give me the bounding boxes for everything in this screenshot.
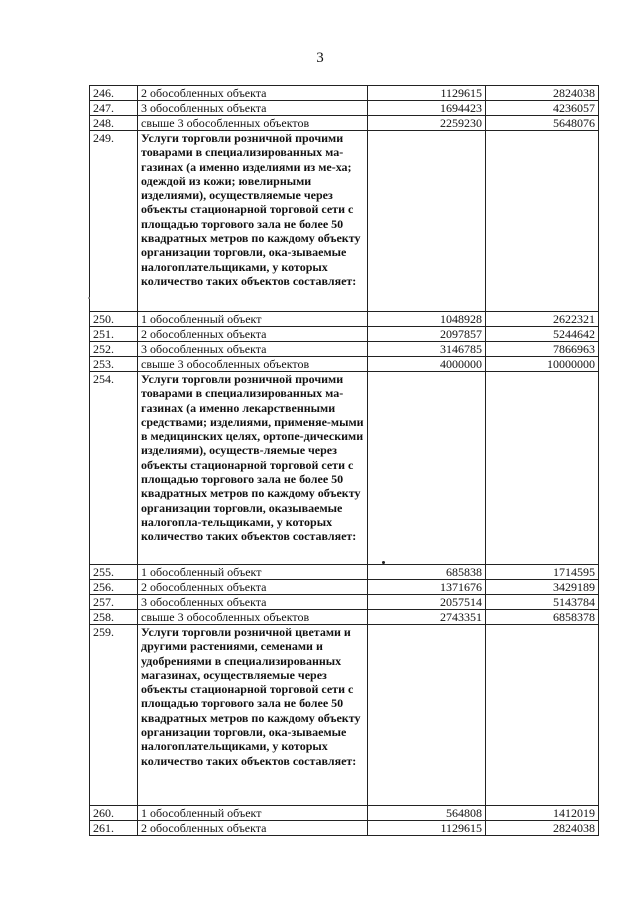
stray-dot-mark [382, 561, 385, 564]
row-value-2-cell: 1714595 [486, 565, 599, 580]
row-value-1-cell: 2097857 [368, 327, 486, 342]
row-description-cell: 2 обособленных объекта [138, 821, 368, 836]
row-number-cell: 253. [90, 357, 138, 372]
row-value-1-cell [368, 131, 486, 312]
table-row [90, 327, 599, 342]
row-number-cell: 251. [90, 327, 138, 342]
row-number-cell: 255. [90, 565, 138, 580]
row-description-cell: 1 обособленный объект [138, 806, 368, 821]
row-value-1-cell: 3146785 [368, 342, 486, 357]
row-value-2-cell: 3429189 [486, 580, 599, 595]
row-value-1-cell: 685838 [368, 565, 486, 580]
table-row [90, 357, 599, 372]
row-description-cell: 2 обособленных объекта [138, 327, 368, 342]
row-value-2-cell: 7866963 [486, 342, 599, 357]
row-value-2-cell [486, 131, 599, 312]
row-value-1-cell: 1371676 [368, 580, 486, 595]
row-value-1-cell [368, 372, 486, 565]
row-value-2-cell [486, 372, 599, 565]
row-number-cell: 250. [90, 312, 138, 327]
row-value-1-cell: 1129615 [368, 821, 486, 836]
row-number-cell: 261. [90, 821, 138, 836]
row-number-cell: 246. [90, 86, 138, 101]
row-number-cell: 252. [90, 342, 138, 357]
row-value-2-cell: 6858378 [486, 610, 599, 625]
row-number-cell: 249. [90, 131, 138, 312]
tariff-table [89, 85, 599, 836]
row-description-cell: 1 обособленный объект [138, 565, 368, 580]
row-value-1-cell: 2259230 [368, 116, 486, 131]
row-description-cell: 3 обособленных объекта [138, 342, 368, 357]
row-description-cell: 1 обособленный объект [138, 312, 368, 327]
row-description-cell: Услуги торговли розничной прочими товарами в специализированных ма-газинах (а именно лекарственными средствами; изделиями, применяе-мыми в медицинских целях, ортопе-дическими изделиями), осуществ-ляемые через объекты стационарной торговой сети с площадью торгового зала не более 50 квадратных метров по каждому объекту организации торговли, оказываемые налогопла-тельщиками, у которых количество таких объектов составляет: [138, 372, 368, 565]
table-section-row [90, 625, 599, 806]
row-description-cell: 2 обособленных объекта [138, 86, 368, 101]
row-number-cell: 260. [90, 806, 138, 821]
table-row [90, 86, 599, 101]
row-value-1-cell: 1694423 [368, 101, 486, 116]
table-row [90, 565, 599, 580]
row-value-2-cell: 1412019 [486, 806, 599, 821]
table-row [90, 821, 599, 836]
table-row [90, 116, 599, 131]
table-section-row [90, 131, 599, 312]
page-number: 3 [316, 50, 324, 66]
row-value-2-cell: 5143784 [486, 595, 599, 610]
row-value-2-cell: 2622321 [486, 312, 599, 327]
row-description-cell: Услуги торговли розничной цветами и другими растениями, семенами и удобрениями в специализированных магазинах, осуществляемые через объекты стационарной торговой сети с площадью торгового зала не более 50 квадратных метров по каждому объекту организации торговли, ока-зываемые налогоплательщиками, у которых количество таких объектов составляет: [138, 625, 368, 806]
row-description-cell: свыше 3 обособленных объектов [138, 610, 368, 625]
row-value-2-cell: 5244642 [486, 327, 599, 342]
table-row [90, 101, 599, 116]
table-row [90, 806, 599, 821]
row-value-1-cell: 564808 [368, 806, 486, 821]
row-value-1-cell: 2057514 [368, 595, 486, 610]
row-value-2-cell: 2824038 [486, 821, 599, 836]
row-value-1-cell: 1129615 [368, 86, 486, 101]
row-value-2-cell [486, 625, 599, 806]
row-value-2-cell: 4236057 [486, 101, 599, 116]
row-description-cell: 2 обособленных объекта [138, 580, 368, 595]
row-number-cell: 248. [90, 116, 138, 131]
row-description-cell: 3 обособленных объекта [138, 595, 368, 610]
row-description-cell: свыше 3 обособленных объектов [138, 357, 368, 372]
row-number-cell: 257. [90, 595, 138, 610]
row-value-2-cell: 2824038 [486, 86, 599, 101]
row-number-cell: 259. [90, 625, 138, 806]
row-value-2-cell: 10000000 [486, 357, 599, 372]
row-value-1-cell: 2743351 [368, 610, 486, 625]
row-description-cell: свыше 3 обособленных объектов [138, 116, 368, 131]
row-number-cell: 258. [90, 610, 138, 625]
row-number-cell: 254. [90, 372, 138, 565]
row-description-cell: Услуги торговли розничной прочими товарами в специализированных ма-газинах (а именно изделиями из ме-ха; одеждой из кожи; ювелирными изделиями), осуществляемые через объекты стационарной торговой сети с площадью торгового зала не более 50 квадратных метров по каждому объекту организации торговли, ока-зываемые налогоплательщиками, у которых количество таких объектов составляет: [138, 131, 368, 312]
row-value-2-cell: 5648076 [486, 116, 599, 131]
margin-mark [88, 297, 90, 299]
table-section-row [90, 372, 599, 565]
table-row [90, 610, 599, 625]
row-number-cell: 256. [90, 580, 138, 595]
table-body [90, 86, 599, 836]
row-value-1-cell: 4000000 [368, 357, 486, 372]
row-value-1-cell: 1048928 [368, 312, 486, 327]
table-row [90, 342, 599, 357]
table-row [90, 595, 599, 610]
row-number-cell: 247. [90, 101, 138, 116]
table-row [90, 312, 599, 327]
row-description-cell: 3 обособленных объекта [138, 101, 368, 116]
table-row [90, 580, 599, 595]
row-value-1-cell [368, 625, 486, 806]
